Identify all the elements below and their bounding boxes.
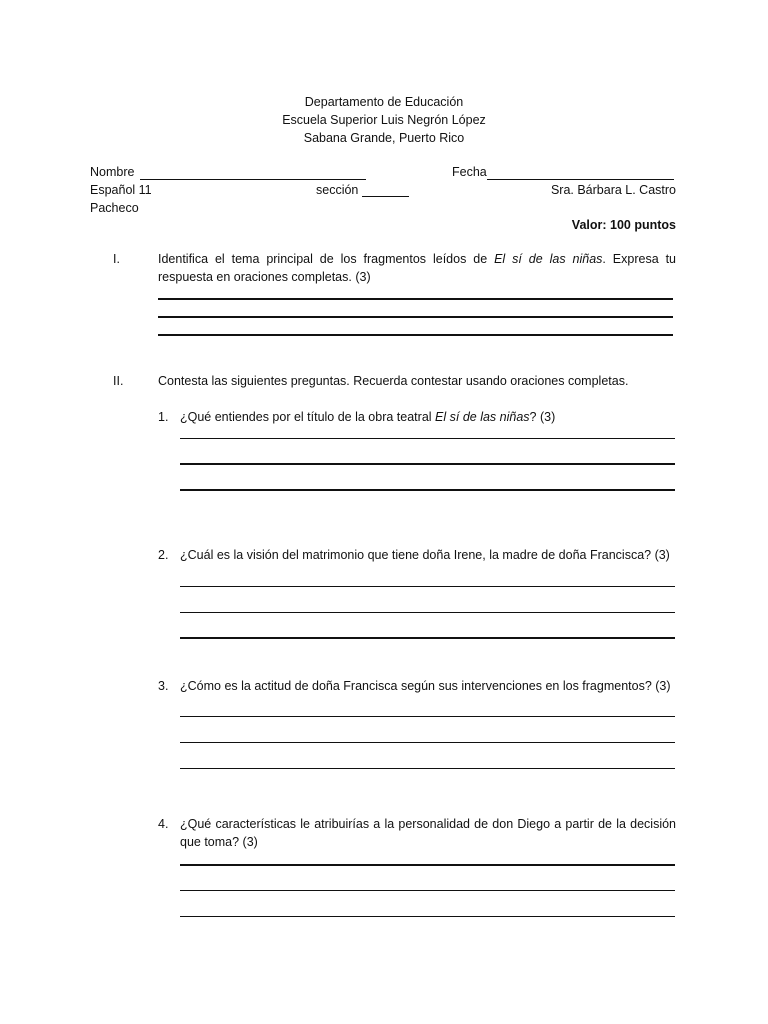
question-3-answer-line[interactable] [180, 716, 675, 717]
section-1-answer-line[interactable] [158, 316, 673, 318]
question-4-answer-line[interactable] [180, 890, 675, 891]
nombre-label: Nombre [90, 165, 135, 179]
header-school: Escuela Superior Luis Negrón López [282, 113, 486, 127]
question-3-answer-line[interactable] [180, 768, 675, 769]
fecha-label: Fecha [452, 165, 487, 179]
question-3-number: 3. [158, 679, 169, 693]
section-1-prompt-line1 [158, 252, 676, 266]
question-2-text: ¿Cuál es la visión del matrimonio que tiene doña Irene, la madre de doña Francisca? (3) [180, 548, 670, 562]
section-1-text-before: Identifica el tema principal de los fragmentos leídos de [158, 252, 495, 266]
section-1-numeral: I. [113, 252, 120, 266]
question-1-title: El sí de las niñas [435, 410, 530, 424]
teacher-name: Sra. Bárbara L. Castro [550, 183, 676, 197]
question-1-answer-line[interactable] [180, 463, 675, 465]
question-2-number: 2. [158, 548, 169, 562]
question-1-after: ? (3) [529, 410, 556, 424]
section-1-answer-line[interactable] [158, 298, 673, 300]
question-4-text-line1: ¿Qué características le atribuirías a la personalidad de don Diego a partir de la decisión [180, 817, 676, 831]
seccion-field[interactable] [362, 196, 409, 197]
value-points: Valor: 100 puntos [571, 218, 676, 232]
question-4-number: 4. [158, 817, 169, 831]
question-2-answer-line[interactable] [180, 612, 675, 613]
question-1-answer-line[interactable] [180, 489, 675, 491]
section-1-prompt-line2: respuesta en oraciones completas. (3) [158, 270, 371, 284]
question-3-answer-line[interactable] [180, 742, 675, 743]
section-1-answer-line[interactable] [158, 334, 673, 336]
question-3-text: ¿Cómo es la actitud de doña Francisca según sus intervenciones en los fragmentos? (3) [180, 679, 671, 693]
question-2-answer-line[interactable] [180, 586, 675, 587]
fecha-field[interactable] [487, 179, 674, 180]
header-location: Sabana Grande, Puerto Rico [303, 131, 465, 145]
question-4-answer-line[interactable] [180, 916, 675, 917]
section-2-numeral: II. [113, 374, 124, 388]
question-4-text-line2: que toma? (3) [180, 835, 258, 849]
question-4-answer-line[interactable] [180, 864, 675, 866]
teacher-name-continued: Pacheco [90, 201, 139, 215]
seccion-label: sección [316, 183, 359, 197]
header-department: Departamento de Educación [304, 95, 464, 109]
section-2-instruction: Contesta las siguientes preguntas. Recuerda contestar usando oraciones completas. [158, 374, 629, 388]
section-1-work-title: El sí de las niñas [494, 252, 603, 266]
section-1-text-after: . Expresa tu [602, 252, 677, 266]
question-1-text [180, 410, 555, 424]
question-1-number: 1. [158, 410, 169, 424]
nombre-field[interactable] [140, 179, 366, 180]
course-label: Español 11 [90, 183, 152, 197]
question-1-before: ¿Qué entiendes por el título de la obra teatral [180, 410, 436, 424]
question-2-answer-line[interactable] [180, 637, 675, 639]
question-1-answer-line[interactable] [180, 438, 675, 439]
